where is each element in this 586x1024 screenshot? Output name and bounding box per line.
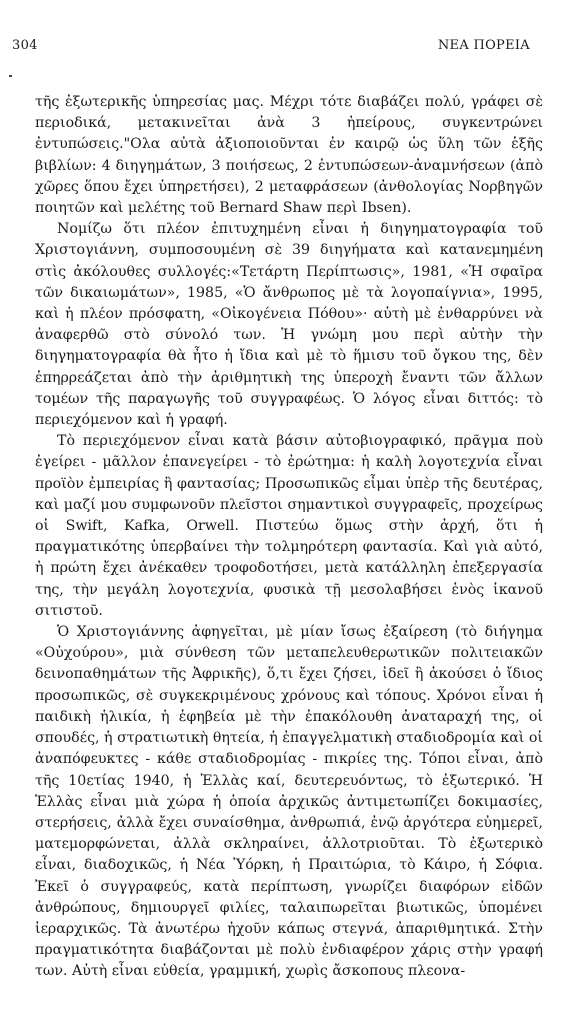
paragraph: Τὸ περιεχόμενον εἶναι κατὰ βάσιν αὐτοβιογραφικό, πρᾶγμα ποὺ ἐγείρει - μᾶλλον ἐπανεγείρει - τὸ ἐρώτημα: ἡ καλὴ λογοτεχνία εἶναι προϊὸν ἐμπειρίας ἢ φαντασίας; Προσωπικῶς εἶμαι ὑπὲρ τῆς δευτέρας, καὶ μαζί μου συμφωνοῦν πλεῖστοι σημαντικοὶ συγγραφεῖς, προχείρως οἱ Swift, Kafka, Orwell. Πιστεύω ὅμως στὴν ἀρχή, ὅτι ἡ πραγματικότης ὑπερβαίνει τὴν τολμηρότερη φαντασία. Καὶ γιὰ αὐτό, ἡ πρώτη ἔχει ἀνέκαθεν τροφοδοτήσει, μετὰ κατάλληλη ἐπεξεργασία της, τὴν μεγάλη λογοτεχνία, φυσικὰ τῇ μεσολαβήσει ἑνὸς ἱκανοῦ σιτιστοῦ. [35,433,543,619]
body-text [35,92,543,983]
page-header [12,38,530,53]
running-title: ΝΕΑ ΠΟΡΕΙΑ [437,38,530,53]
paragraph: τῆς ἐξωτερικῆς ὑπηρεσίας μας. Μέχρι τότε διαβάζει πολύ, γράφει σὲ περιοδικά, μετακινεῖται ἀνὰ 3 ἠπείρους, συγκεντρώνει ἐντυπώσεις."Ολα αὐτὰ ἀξιοποιοῦνται ἐν καιρῷ ὡς ὕλη τῶν ἑξῆς βιβλίων: 4 διηγημάτων, 3 ποιήσεως, 2 ἐντυπώσεων-ἀναμνήσεων (ἀπὸ χῶρες ὅπου ἔχει ὑπηρετήσει), 2 μεταφράσεων (ἀνθολογίας Νορβηγῶν ποιητῶν καὶ μελέτης τοῦ Bernard Shaw περὶ Ibsen). [35,94,543,217]
margin-mark [9,75,12,77]
paragraph: Νομίζω ὅτι πλέον ἐπιτυχημένη εἶναι ἡ διηγηματογραφία τοῦ Χριστογιάννη, συμποσουμένη σὲ 39 διηγήματα καὶ κατανεμημένη στὶς ἀκόλουθες συλλογές:«Τετάρτη Περίπτωσις», 1981, «Ἡ σφαῖρα τῶν δικαιωμάτων», 1985, «Ὁ ἄνθρωπος μὲ τὰ λογοπαίγνια», 1995, καὶ ἡ πλέον πρόσφατη, «Οἰκογένεια Πόθου»· αὐτὴ μὲ ἐνθαρρύνει νὰ ἀναφερθῶ στὸ σύνολό των. Ἡ γνώμη μου περὶ αὐτὴν τὴν διηγηματογραφία θὰ ἦτο ἡ ἴδια καὶ μὲ τὸ ἥμισυ τοῦ ὄγκου της, δὲν ἐπηρρεάζεται ἀπὸ τὴν ἀριθμητικὴ της ὑπεροχὴ ἔναντι τῶν ἄλλων τομέων τῆς παραγωγῆς τοῦ συγγραφέως. Ὁ λόγος εἶναι διττός: τὸ περιεχόμενον καὶ ἡ γραφή. [35,221,543,429]
paragraph: Ὁ Χριστογιάννης ἀφηγεῖται, μὲ μίαν ἴσως ἐξαίρεση (τὸ διήγημα «Οὐχούρου», μιὰ σύνθεση τῶν μεταπελευθερωτικῶν πολιτειακῶν δεινοπαθημάτων τῆς Ἀφρικῆς), ὅ,τι ἔχει ζήσει, ἰδεῖ ἢ ἀκούσει ὁ ἴδιος προσωπικῶς, σὲ συγκεκριμένους χρόνους καὶ τόπους. Χρόνοι εἶναι ἡ παιδικὴ ἡλικία, ἡ ἐφηβεία μὲ τὴν ἐπακόλουθη ἀναταραχή της, οἱ σπουδές, ἡ στρατιωτικὴ θητεία, ἡ ἐπαγγελματικὴ σταδιοδρομία καὶ οἱ ἀναπόφευκτες - κάθε σταδιοδρομίας - πικρίες της. Τόποι εἶναι, ἀπὸ τῆς 10ετίας 1940, ἡ Ἑλλὰς καί, δευτερευόντως, τὸ ἐξωτερικό. Ἡ Ἑλλὰς εἶναι μιὰ χώρα ἡ ὁποία ἀρχικῶς ἀντιμετωπίζει δοκιμασίες, στερήσεις, ἀλλὰ ἔχει συναίσθημα, ἀνθρωπιά, ἐνῷ ἀργότερα εὐημερεῖ, ματεμορφώνεται, ἀλλὰ σκληραίνει, ἀλλοτριοῦται. Τὸ ἐξωτερικὸ εἶναι, διαδοχικῶς, ἡ Νέα Ὑόρκη, ἡ Πραιτώρια, τὸ Κάιρο, ἡ Σόφια. Ἐκεῖ ὁ συγγραφεύς, κατὰ περίπτωση, γνωρίζει διαφόρων εἰδῶν ἀνθρώπους, δημιουργεῖ φιλίες, ταλαιπωρεῖται βιωτικῶς, ὑπομένει ἱεραρχικῶς. Τὰ ἀνωτέρω ἠχοῦν κάπως στεγνά, ἀπαριθμητικά. Στὴν πραγματικότητα διαβάζονται μὲ πολὺ ἐνδιαφέρον χάρις στὴν γραφή των. Αὐτὴ εἶναι εὐθεία, γραμμική, χωρὶς ἄσκοπους πλεονα- [35,624,543,980]
page-number: 304 [12,38,38,53]
